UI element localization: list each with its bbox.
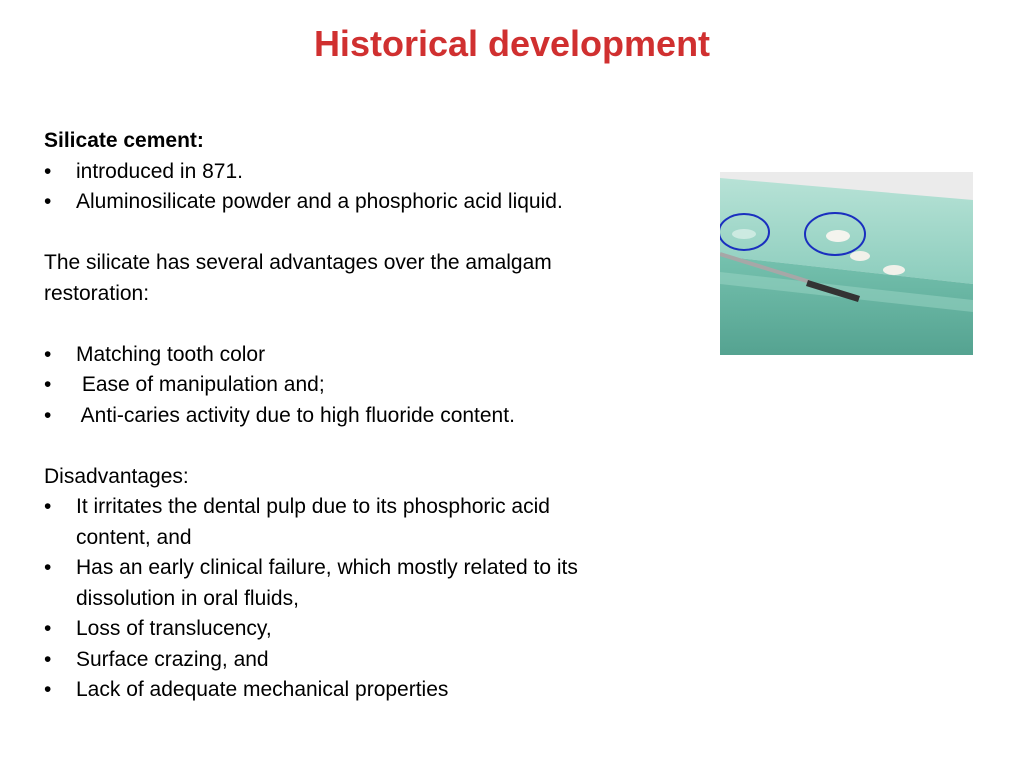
list-item: • Surface crazing, and <box>44 645 684 676</box>
slide-body <box>44 126 684 706</box>
list-item: • It irritates the dental pulp due to its phosphoric acid content, and <box>44 492 621 553</box>
intro-heading: Silicate cement: <box>44 129 204 152</box>
glass-slab-illustration <box>720 172 973 355</box>
list-item: • Matching tooth color <box>44 340 684 371</box>
intro-list <box>44 157 684 218</box>
advantages-lead: The silicate has several advantages over the amalgam restoration: <box>44 251 552 305</box>
list-item: • Lack of adequate mechanical properties <box>44 675 684 706</box>
disadvantages-list <box>44 492 684 706</box>
page-title: Historical development <box>313 23 711 64</box>
glass-slab-photo <box>720 172 973 355</box>
list-item: • Has an early clinical failure, which mostly related to its dissolution in oral fluids, <box>44 553 656 614</box>
list-item: • Aluminosilicate powder and a phosphoric acid liquid. <box>44 187 684 218</box>
list-item: • Ease of manipulation and; <box>44 370 684 401</box>
disadvantages-heading: Disadvantages: <box>44 464 189 488</box>
list-item: • introduced in 871. <box>44 157 684 188</box>
advantages-list <box>44 340 684 432</box>
list-item: • Loss of translucency, <box>44 614 684 645</box>
list-item: • Anti-caries activity due to high fluoride content. <box>44 401 684 432</box>
